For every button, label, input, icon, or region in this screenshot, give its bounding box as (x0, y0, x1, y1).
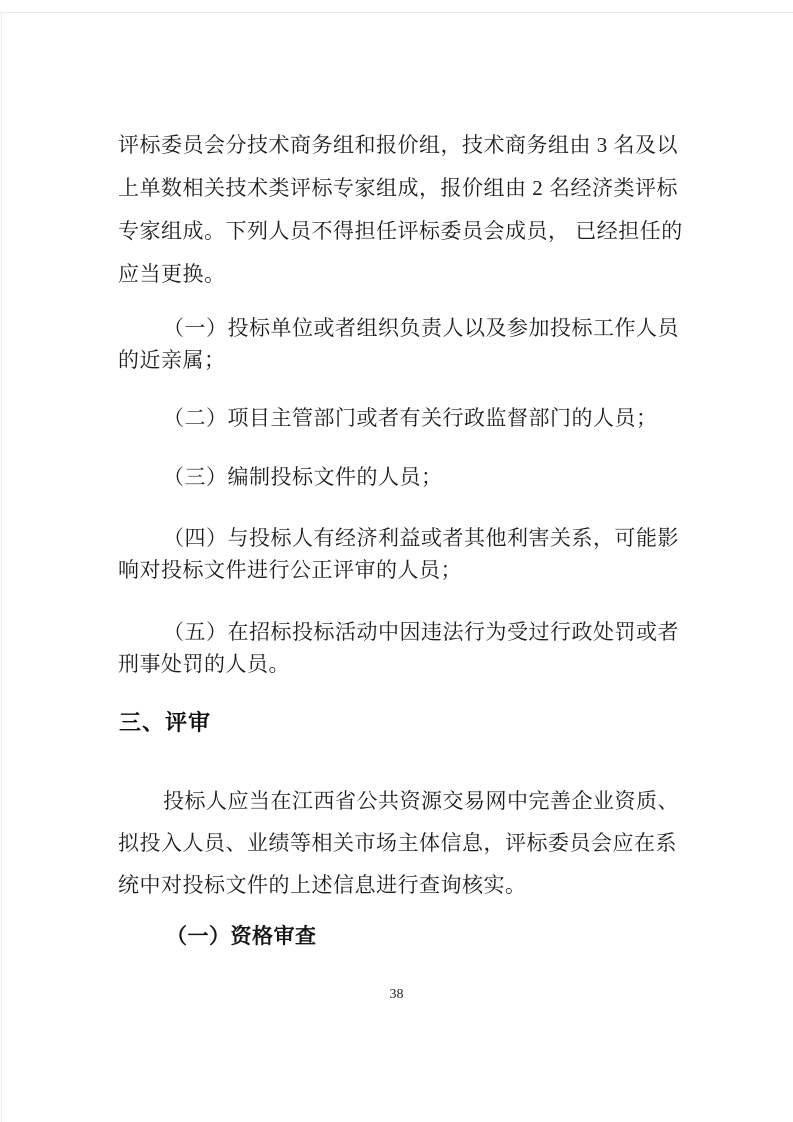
text-line: 响对投标文件进行公正评审的人员； (118, 558, 462, 582)
text-line: （三）编制投标文件的人员； (163, 465, 443, 489)
text-line: （四）与投标人有经济利益或者其他利害关系，可能影 (163, 526, 679, 550)
text-line: （一）投标单位或者组织负责人以及参加投标工作人员 (163, 316, 679, 340)
page-number: 38 (389, 987, 404, 1002)
text-line: 专家组成。下列人员不得担任评标委员会成员， 已经担任的 (118, 219, 683, 243)
text-line: 上单数相关技术类评标专家组成，报价组由 2 名经济类评标 (118, 176, 678, 200)
list-item-4 (118, 522, 679, 586)
list-item-1 (118, 312, 679, 376)
page-top-edge-line (0, 12, 793, 13)
section-heading: 三、评审 (119, 710, 212, 735)
list-item-3 (118, 461, 675, 493)
list-item-5 (118, 616, 679, 680)
text-line: 应当更换。 (118, 262, 226, 286)
text-line: 的近亲属； (118, 348, 226, 372)
text-line: 统中对投标文件的上述信息进行查询核实。 (118, 873, 527, 897)
text-line: （二）项目主管部门或者有关行政监督部门的人员； (163, 406, 658, 430)
intro-paragraph (118, 124, 683, 296)
text-line: 刑事处罚的人员。 (118, 652, 290, 676)
text-line: 评标委员会分技术商务组和报价组，技术商务组由 3 名及以 (118, 133, 678, 157)
text-line: 投标人应当在江西省公共资源交易网中完善企业资质、 (163, 789, 679, 813)
text-line: （五）在招标投标活动中因违法行为受过行政处罚或者 (163, 620, 679, 644)
page-left-edge-line (1, 12, 2, 1122)
text-line: 拟投入人员、业绩等相关市场主体信息，评标委员会应在系 (118, 831, 677, 855)
subsection-heading: （一）资格审查 (166, 924, 317, 948)
review-paragraph (118, 780, 679, 906)
list-item-2 (118, 402, 675, 434)
